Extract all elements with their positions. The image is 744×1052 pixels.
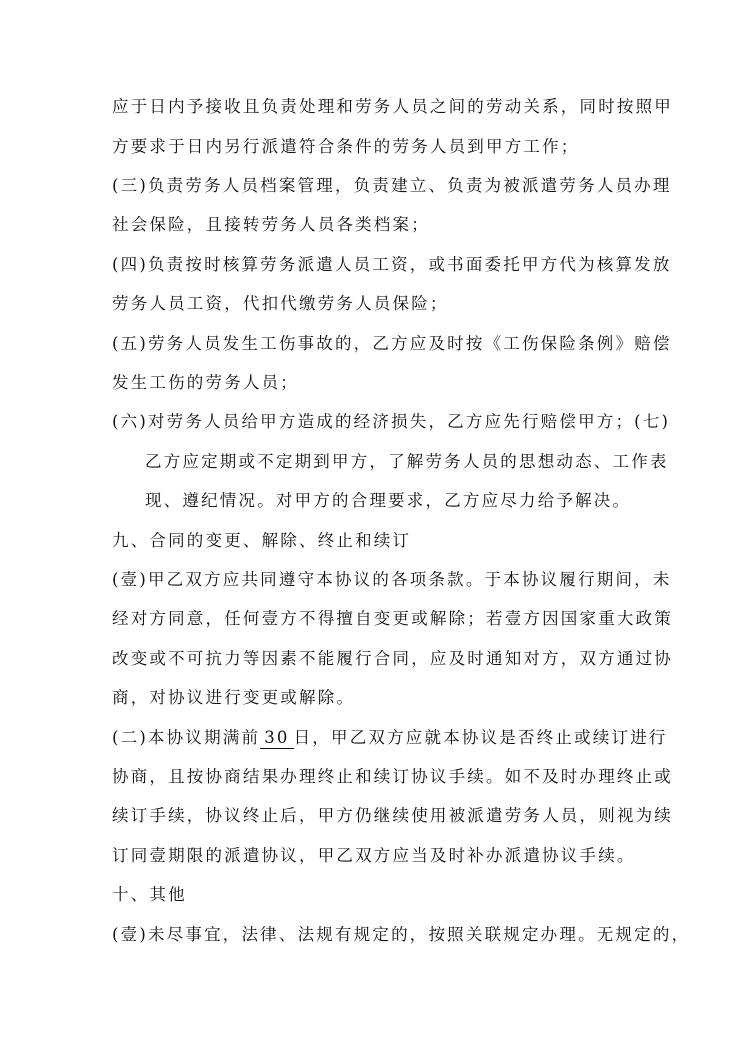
section-9-clause-1-line: (壹)甲乙双方应共同遵守本协议的各项条款。于本协议履行期间，未 xyxy=(112,570,672,589)
paragraph-line: 商，对协议进行变更或解除。 xyxy=(112,688,356,707)
clause-7-line: 乙方应定期或不定期到甲方，了解劳务人员的思想动态、工作表 xyxy=(145,452,669,471)
clause-6-line: (六)对劳务人员给甲方造成的经济损失，乙方应先行赔偿甲方；(七) xyxy=(112,412,671,431)
paragraph-line: 方要求于日内另行派遣符合条件的劳务人员到甲方工作； xyxy=(112,137,580,156)
paragraph-line: 发生工伤的劳务人员； xyxy=(112,373,299,392)
paragraph-line: 协商，且按协商结果办理终止和续订协议手续。如不及时办理终止或 xyxy=(112,767,673,786)
paragraph-line: 应于日内予接收且负责处理和劳务人员之间的劳动关系，同时按照甲 xyxy=(112,97,673,116)
clause-text: 日，甲乙双方应就本协议是否终止或续订进行 xyxy=(293,728,668,747)
section-10-clause-1-line: (壹)未尽事宜，法律、法规有规定的，按照关联规定办理。无规定的， xyxy=(112,925,691,944)
days-blank-field: 30 xyxy=(260,728,293,749)
clause-7-line: 现、遵纪情况。对甲方的合理要求，乙方应尽力给予解决。 xyxy=(145,491,632,510)
paragraph-line: 劳务人员工资，代扣代缴劳务人员保险； xyxy=(112,294,449,313)
paragraph-line: 改变或不可抗力等因素不能履行合同，应及时通知对方，双方通过协 xyxy=(112,649,673,668)
clause-text: (二)本协议期满前 xyxy=(112,728,261,747)
section-9-heading: 九、合同的变更、解除、终止和续订 xyxy=(112,531,412,550)
paragraph-line: 订同壹期限的派遣协议，甲乙双方应当及时补办派遣协议手续。 xyxy=(112,846,636,865)
clause-4-line: (四)负责按时核算劳务派遣人员工资，或书面委托甲方代为核算发放 xyxy=(112,255,672,274)
section-10-heading: 十、其他 xyxy=(112,885,187,904)
paragraph-line: 续订手续，协议终止后，甲方仍继续使用被派遣劳务人员，则视为续 xyxy=(112,806,673,825)
paragraph-line: 经对方同意，任何壹方不得擅自变更或解除；若壹方因国家重大政策 xyxy=(112,609,673,628)
clause-3-line: (三)负责劳务人员档案管理，负责建立、负责为被派遣劳务人员办理 xyxy=(112,176,672,195)
section-9-clause-2-line xyxy=(112,727,668,749)
clause-5-line: (五)劳务人员发生工伤事故的，乙方应及时按《工伤保险条例》赔偿 xyxy=(112,334,672,353)
paragraph-line: 社会保险，且接转劳务人员各类档案； xyxy=(112,215,430,234)
